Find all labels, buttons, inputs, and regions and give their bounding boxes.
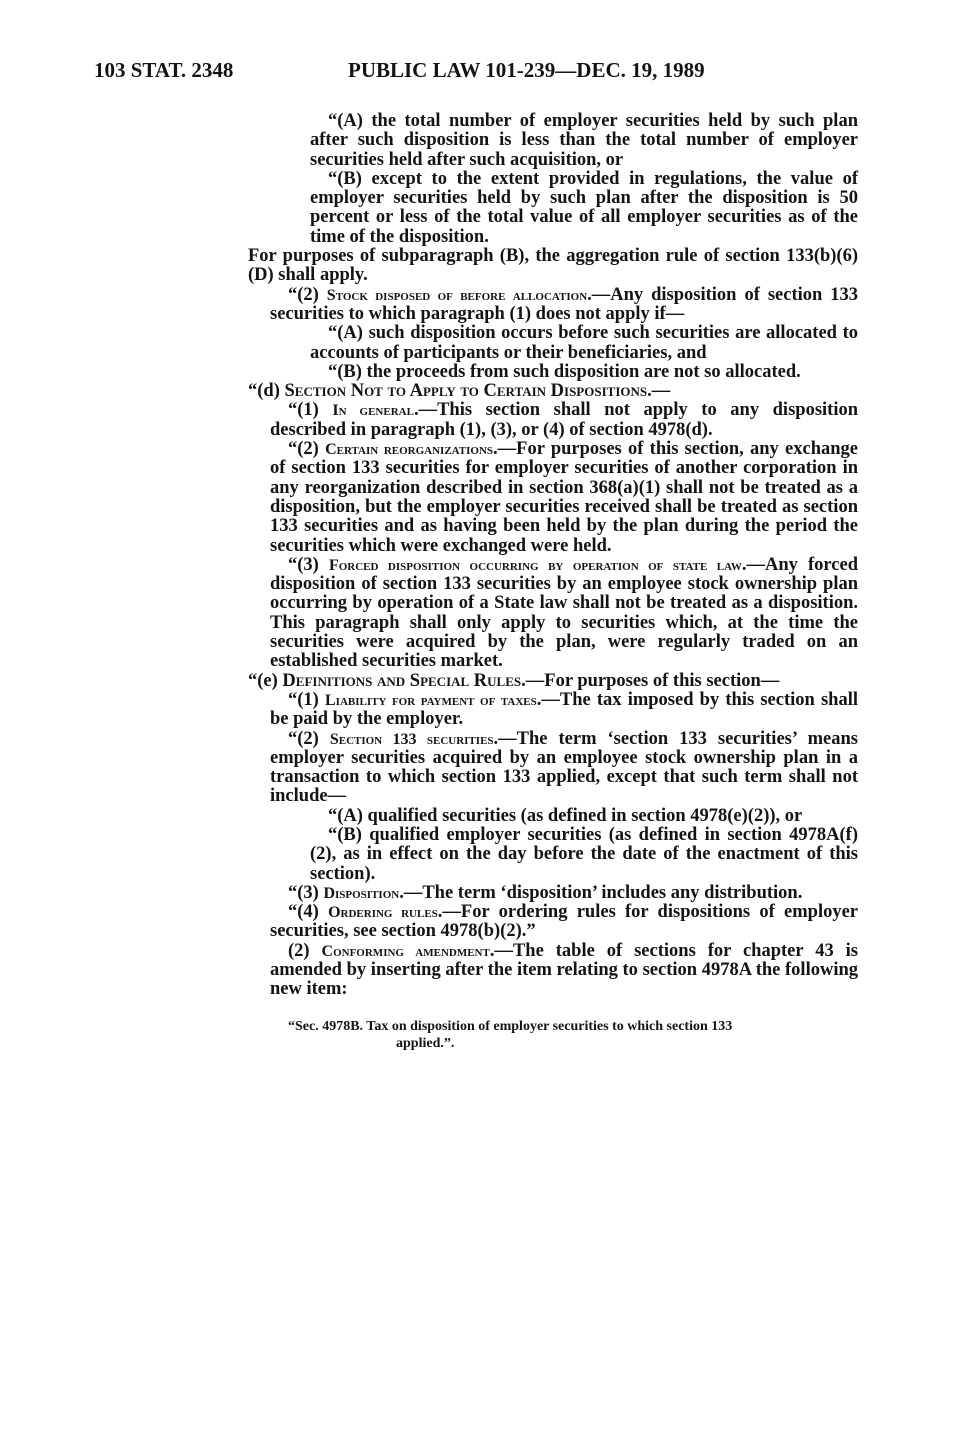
heading-conforming-amendment: Conforming amendment	[321, 942, 490, 960]
paragraph-subpara-b: “(B) except to the extent provided in regulations, the value of employer securities held by such plan after the disposition is 50 percent or less of the total value of all employer securities as of the time of the disposition.	[310, 168, 858, 247]
paragraph-section-133-securities: “(2) Section 133 securities.—The term ‘section 133 securities’ means employer securities acquired by an employee stock ownership plan in a transaction to which section 133 applied, except that such term shall not include—	[270, 728, 859, 807]
heading-ordering-rules: Ordering rules	[328, 904, 438, 922]
paragraph-stock-disposed: “(2) Stock disposed of before allocation.—Any disposition of section 133 securities to which paragraph (1) does not apply if—	[270, 284, 858, 324]
heading-stock-disposed: Stock disposed of before allocation	[326, 286, 588, 304]
paragraph-aggregation-rule: For purposes of subparagraph (B), the aggregation rule of section 133(b)(6)(D) shall apply.	[248, 246, 858, 286]
paragraph-allocated-b: “(B) the proceeds from such disposition are not so allocated.	[328, 361, 801, 382]
paragraph-reorganizations: “(2) Certain reorganizations.—For purposes of this section, any exchange of section 133 securities for employer securities of another corporation in any reorganization described in section 368(a)(1) shall not be treated as a disposition, but the employer securities received shall be treated as section 133 securities and as having been held by the plan during the period the securities which were exchanged were held.	[270, 439, 858, 556]
law-citation: PUBLIC LAW 101-239—DEC. 19, 1989	[348, 58, 705, 82]
paragraph-conforming-amendment: (2) Conforming amendment.—The table of sections for chapter 43 is amended by inserting after the item relating to section 4978A the following new item:	[270, 940, 858, 1000]
paragraph-disposition: “(3) Disposition.—The term ‘disposition’ includes any distribution.	[288, 882, 803, 903]
stat-citation: 103 STAT. 2348	[94, 58, 234, 82]
heading-section-e: Definitions and Special Rules	[282, 670, 522, 691]
paragraph-in-general: “(1) In general.—This section shall not apply to any disposition described in paragraph (1), (3), or (4) of section 4978(d).	[270, 400, 858, 440]
paragraph-section-d: “(d) Section Not to Apply to Certain Dispositions.—	[248, 381, 671, 402]
new-table-item	[232, 1018, 858, 1052]
paragraph-qualified-a: “(A) qualified securities (as defined in section 4978(e)(2)), or	[328, 805, 803, 826]
heading-section-133-securities: Section 133 securities	[329, 730, 494, 748]
heading-liability: Liability for payment of taxes	[325, 691, 537, 709]
table-item-line-1: “Sec. 4978B. Tax on disposition of employer securities to which section 133	[288, 1018, 733, 1034]
heading-section-d: Section Not to Apply to Certain Dispositions	[284, 381, 648, 402]
paragraph-ordering-rules: “(4) Ordering rules.—For ordering rules for dispositions of employer securities, see section 4978(b)(2).”	[270, 902, 859, 942]
statute-text	[232, 112, 858, 1052]
heading-reorganizations: Certain reorganizations	[325, 441, 494, 459]
paragraph-liability: “(1) Liability for payment of taxes.—The tax imposed by this section shall be paid by the employer.	[270, 689, 858, 730]
table-item-line-2: applied.”.	[396, 1035, 455, 1051]
paragraph-section-e: “(e) Definitions and Special Rules.—For purposes of this section—	[248, 670, 780, 691]
heading-in-general: In general	[332, 402, 414, 420]
paragraph-qualified-b: “(B) qualified employer securities (as defined in section 4978A(f)(2), as in effect on the day before the date of the enactment of this section).	[310, 824, 858, 884]
heading-forced-disposition: Forced disposition occurring by operation of state law	[328, 556, 742, 574]
heading-disposition: Disposition	[323, 884, 400, 902]
paragraph-allocated-a: “(A) such disposition occurs before such securities are allocated to accounts of participants or their beneficiaries, and	[310, 323, 858, 363]
paragraph-forced-disposition: “(3) Forced disposition occurring by operation of state law.—Any forced disposition of section 133 securities by an employee stock ownership plan occurring by operation of a State law shall not be treated as a disposition. This paragraph shall only apply to securities which, at the time the securities were acquired by the plan, were regularly traded on an established securities market.	[270, 554, 859, 672]
paragraph-subpara-a: “(A) the total number of employer securities held by such plan after such disposition is less than the total number of employer securities held after such acquisition, or	[310, 111, 858, 170]
